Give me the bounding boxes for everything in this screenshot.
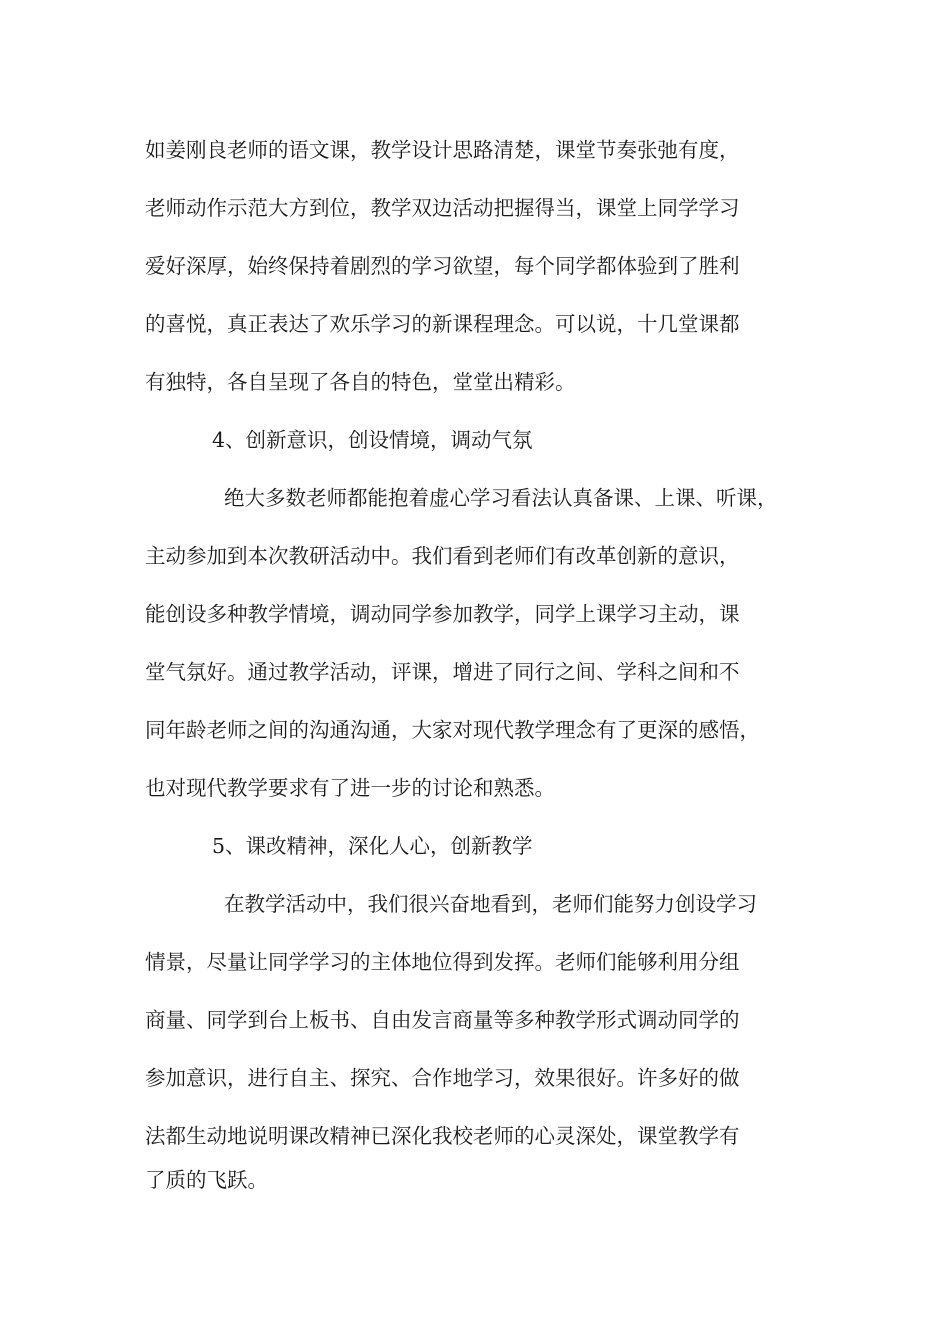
text-line: 能创设多种教学情境，调动同学参加教学，同学上课学习主动，课	[145, 602, 740, 626]
paragraph-first-line: 绝大多数老师都能抱着虚心学习看法认真备课、上课、听课，	[224, 486, 778, 510]
text-line: 的喜悦，真正表达了欢乐学习的新课程理念。可以说，十几堂课都	[145, 312, 740, 336]
text-line: 爱好深厚，始终保持着剧烈的学习欲望，每个同学都体验到了胜利	[145, 254, 740, 278]
paragraph-first-line: 在教学活动中，我们很兴奋地看到，老师们能努力创设学习	[224, 892, 757, 916]
text-line: 法都生动地说明课改精神已深化我校老师的心灵深处，课堂教学有	[145, 1124, 740, 1148]
section-heading-5: 5、课改精神，深化人心，创新教学	[212, 834, 533, 858]
text-line: 了质的飞跃。	[145, 1168, 268, 1192]
text-line: 有独特，各自呈现了各自的特色，堂堂出精彩。	[145, 370, 576, 394]
text-line: 主动参加到本次教研活动中。我们看到老师们有改革创新的意识，	[145, 544, 740, 568]
text-line: 老师动作示范大方到位，教学双边活动把握得当，课堂上同学学习	[145, 196, 740, 220]
text-line: 同年龄老师之间的沟通沟通，大家对现代教学理念有了更深的感悟，	[145, 718, 760, 742]
text-line: 堂气氛好。通过教学活动，评课，增进了同行之间、学科之间和不	[145, 660, 740, 684]
text-line: 商量、同学到台上板书、自由发言商量等多种教学形式调动同学的	[145, 1008, 740, 1032]
text-line: 情景，尽量让同学学习的主体地位得到发挥。老师们能够利用分组	[145, 950, 740, 974]
text-line: 也对现代教学要求有了进一步的讨论和熟悉。	[145, 776, 555, 800]
text-line: 参加意识，进行自主、探究、合作地学习，效果很好。许多好的做	[145, 1066, 740, 1090]
section-heading-4: 4、创新意识，创设情境，调动气氛	[212, 428, 533, 452]
text-line: 如姜刚良老师的语文课，教学设计思路清楚，课堂节奏张弛有度，	[145, 138, 740, 162]
